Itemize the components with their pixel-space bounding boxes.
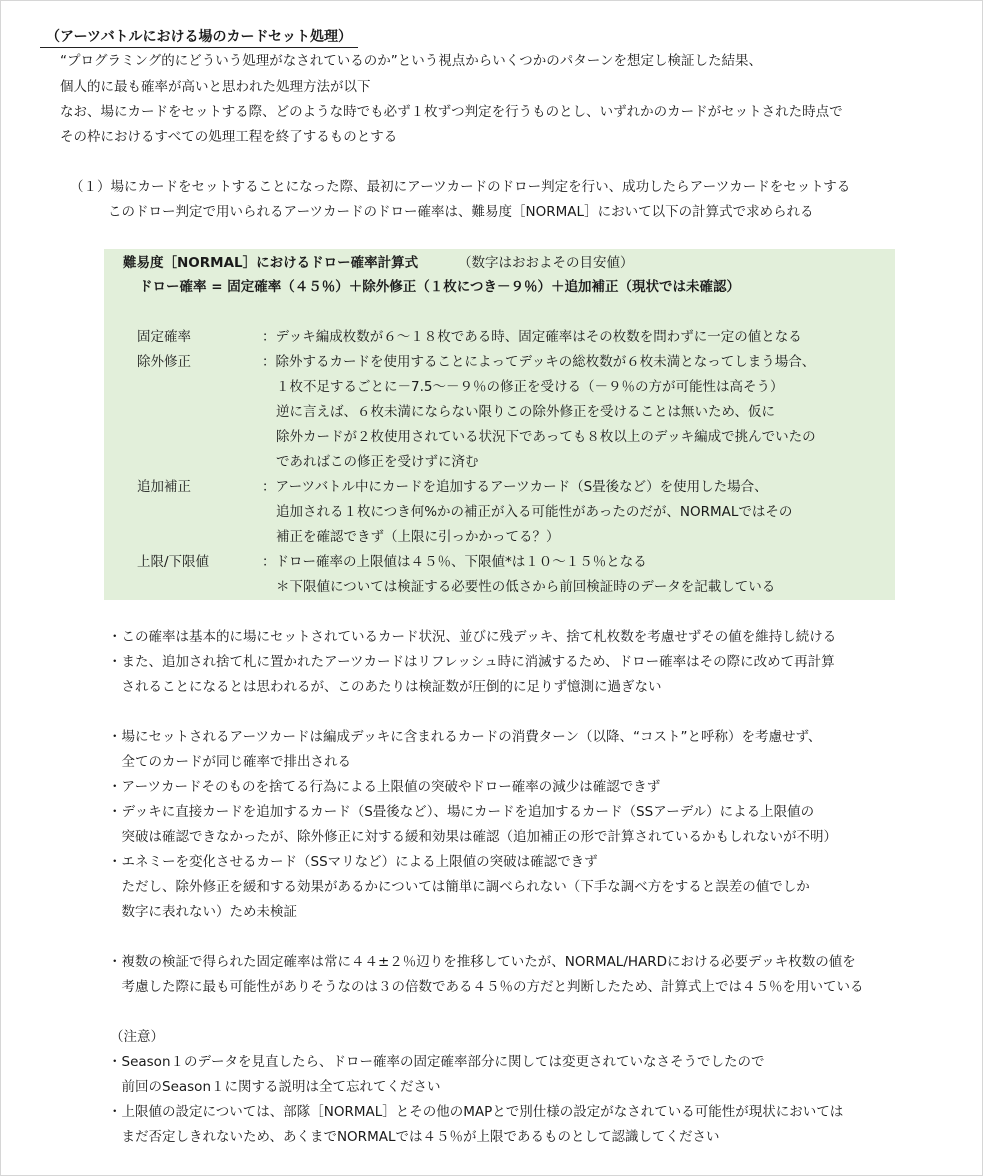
note-line: ただし、除外修正を緩和する効果があるかについては簡単に調べられない（下手な調べ方をすると誤差の値でしか (108, 879, 810, 895)
intro-line: 個人的に最も確率が高いと思われた処理方法が以下 (60, 79, 371, 95)
formula-box (104, 249, 895, 600)
item-label-fixed: 固定確率 (137, 329, 191, 345)
caution-line: 前回のSeason１に関する説明は全て忘れてください (108, 1079, 441, 1095)
item-text: ：ドロー確率の上限値は４５％、下限値*は１０～１５％となる (262, 554, 647, 570)
intro-line: “プログラミング的にどういう処理がなされているのか”という視点からいくつかのパターンを想定し検証した結果、 (60, 53, 762, 69)
note-line: されることになるとは思われるが、このあたりは検証数が圧倒的に足りず憶測に過ぎない (108, 679, 662, 695)
note-line: ・エネミーを変化させるカード（SSマリなど）による上限値の突破は確認できず (108, 854, 598, 870)
note-line: ・アーツカードそのものを捨てる行為による上限値の突破やドロー確率の減少は確認できず (108, 779, 661, 795)
section1-line: このドロー判定で用いられるアーツカードのドロー確率は、難易度［NORMAL］において以下の計算式で求められる (108, 204, 814, 220)
formula-box-heading: 難易度［NORMAL］におけるドロー確率計算式 (123, 255, 419, 271)
item-text: ：アーツバトル中にカードを追加するアーツカード（S畳後など）を使用した場合、 (262, 479, 768, 495)
item-text: 補正を確認できず（上限に引っかかってる？） (276, 529, 560, 545)
item-text: 除外カードが２枚使用されている状況下であっても８枚以上のデッキ編成で挑んでいたの (276, 429, 816, 445)
item-label-exclusion: 除外修正 (137, 354, 191, 370)
note-line: 考慮した際に最も可能性がありそうなのは３の倍数である４５％の方だと判断したため、計算式上では４５％を用いている (108, 979, 864, 995)
caution-line: ・上限値の設定については、部隊［NORMAL］とその他のMAPとで別仕様の設定がなされている可能性が現状においては (108, 1104, 844, 1120)
item-text: 追加される１枚につき何%かの補正が入る可能性があったのだが、NORMALではその (276, 504, 793, 520)
item-text: ＊下限値については検証する必要性の低さから前回検証時のデータを記載している (276, 579, 776, 595)
note-line: ・この確率は基本的に場にセットされているカード状況、並びに残デッキ、捨て札枚数を考慮せずその値を維持し続ける (108, 629, 837, 645)
item-label-additional: 追加補正 (137, 479, 191, 495)
document-title: （アーツバトルにおける場のカードセット処理） (40, 28, 358, 48)
intro-line: なお、場にカードをセットする際、どのような時でも必ず１枚ずつ判定を行うものとし、いずれかのカードがセットされた時点で (60, 104, 843, 120)
section1-line: （１）場にカードをセットすることになった際、最初にアーツカードのドロー判定を行い、成功したらアーツカードをセットする (70, 179, 851, 195)
item-label-limits: 上限/下限値 (137, 554, 210, 570)
item-text: ：除外するカードを使用することによってデッキの総枚数が６枚未満となってしまう場合、 (262, 354, 816, 370)
note-line: ・また、追加され捨て札に置かれたアーツカードはリフレッシュ時に消滅するため、ドロー確率はその際に改めて再計算 (108, 654, 835, 670)
caution-heading: （注意） (110, 1029, 164, 1045)
note-line: 全てのカードが同じ確率で排出される (108, 754, 351, 770)
note-line: ・場にセットされるアーツカードは編成デッキに含まれるカードの消費ターン（以降、“コスト”と呼称）を考慮せず、 (108, 729, 822, 745)
note-line: ・複数の検証で得られた固定確率は常に４４±２％辺りを推移していたが、NORMAL/HARDにおける必要デッキ枚数の値を (108, 954, 856, 970)
caution-line: ・Season１のデータを見直したら、ドロー確率の固定確率部分に関しては変更されていなさそうでしたので (108, 1054, 765, 1070)
item-text: 逆に言えば、６枚未満にならない限りこの除外修正を受けることは無いため、仮に (276, 404, 775, 420)
note-line: 突破は確認できなかったが、除外修正に対する緩和効果は確認（追加補正の形で計算されているかもしれないが不明） (108, 829, 837, 845)
formula-box-heading-note: （数字はおおよその目安値） (458, 255, 634, 271)
note-line: 数字に表れない）ため未検証 (108, 904, 297, 920)
formula: ドロー確率 = 固定確率（４５％）＋除外修正（１枚につき－９％）＋追加補正（現状では未確認） (139, 279, 740, 295)
item-text: であればこの修正を受けずに済む (276, 454, 479, 470)
item-text: ：デッキ編成枚数が６～１８枚である時、固定確率はその枚数を問わずに一定の値となる (262, 329, 802, 345)
intro-line: その枠におけるすべての処理工程を終了するものとする (60, 129, 398, 145)
item-text: １枚不足するごとに－7.5～－９％の修正を受ける（－９％の方が可能性は高そう） (276, 379, 784, 395)
caution-line: まだ否定しきれないため、あくまでNORMALでは４５％が上限であるものとして認識してください (108, 1129, 720, 1145)
note-line: ・デッキに直接カードを追加するカード（S畳後など）、場にカードを追加するカード（SSアーデル）による上限値の (108, 804, 815, 820)
